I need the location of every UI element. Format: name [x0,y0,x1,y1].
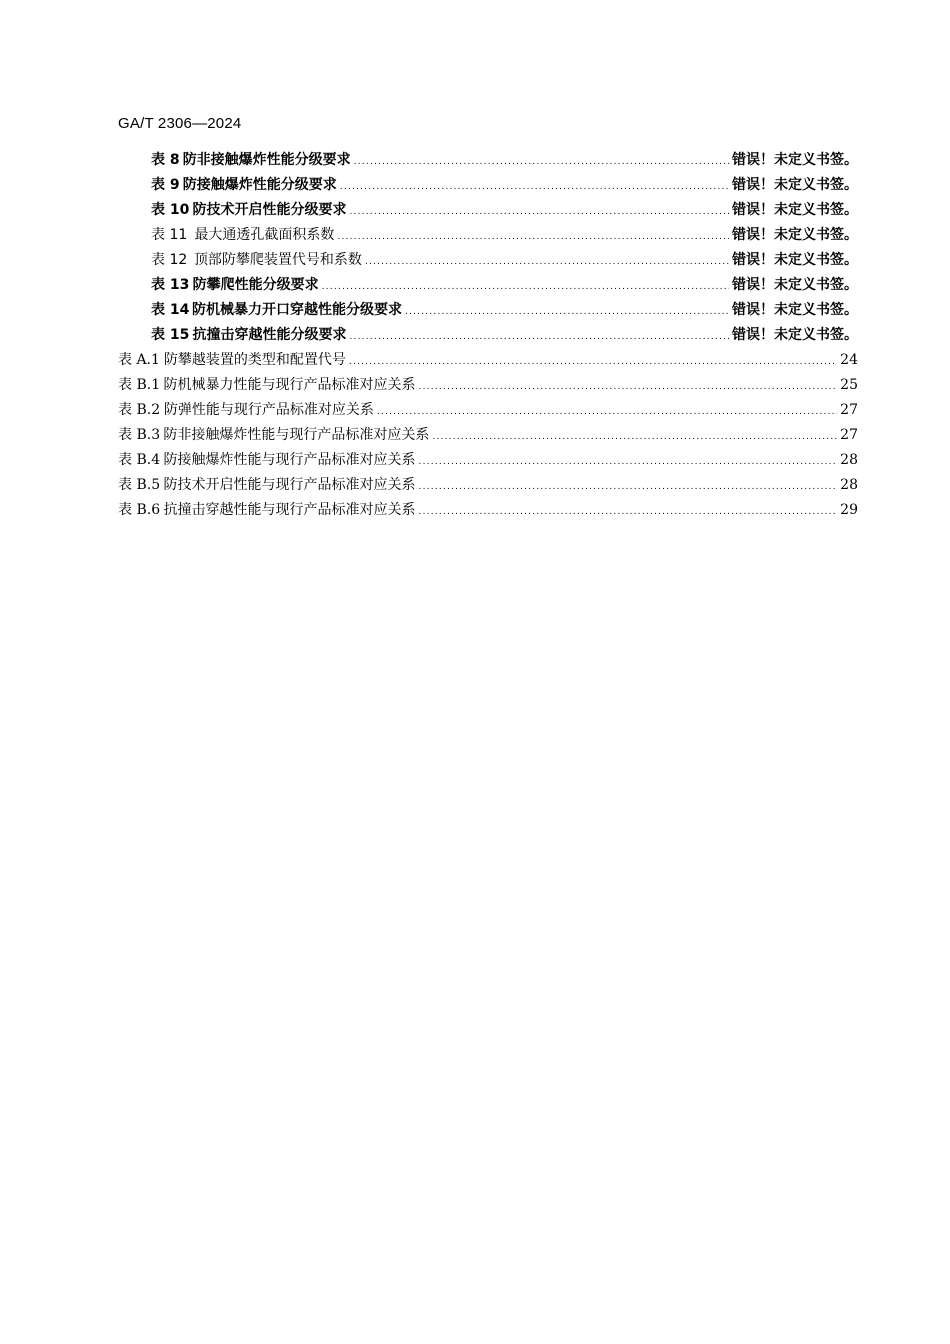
toc-leader-dots [349,200,729,225]
toc-entry-label: 表 B.4 [118,452,161,468]
standard-code-header: GA/T 2306—2024 [118,115,242,132]
toc-entry-title: 抗撞击穿越性能分级要求 [192,327,347,343]
toc-leader-dots [349,325,729,350]
toc-leader-dots [432,425,837,450]
toc-entry-label: 表 A.1 [118,352,160,368]
toc-entry-label: 表 10 [151,202,190,218]
toc-entry-label: 表 15 [151,327,190,343]
toc-entry-page: 27 [840,427,858,443]
toc-entry-label: 表 9 [151,177,180,193]
toc-entry-label: 表 11 [151,227,188,243]
toc-entry-page: 29 [840,502,858,518]
toc-entry-title: 最大通透孔截面积系数 [194,227,335,243]
toc-entry-label: 表 B.1 [118,377,161,393]
toc-entry-table-15[interactable] [151,323,858,348]
toc-entry-title: 防非接触爆炸性能分级要求 [182,152,351,168]
toc-entry-page: 27 [840,402,858,418]
toc-entry-table-b6[interactable] [118,498,858,523]
toc-entry-table-8[interactable] [151,148,858,173]
toc-leader-dots [322,275,729,300]
toc-entry-table-9[interactable] [151,173,858,198]
toc-entry-label: 表 B.3 [118,427,161,443]
toc-entry-label: 表 12 [151,252,188,268]
toc-entry-label: 表 B.5 [118,477,161,493]
toc-entry-page: 错误！未定义书签。 [732,227,858,243]
toc-entry-table-b2[interactable] [118,398,858,423]
toc-entry-page: 25 [840,377,858,393]
toc-entry-title: 防机械暴力性能与现行产品标准对应关系 [163,377,416,393]
toc-leader-dots [354,150,729,175]
toc-leader-dots [337,225,729,250]
toc-entry-label: 表 B.6 [118,502,161,518]
toc-entry-page: 错误！未定义书签。 [732,252,858,268]
toc-leader-dots [419,375,838,400]
toc-leader-dots [419,500,838,525]
toc-entry-label: 表 13 [151,277,190,293]
toc-entry-label: 表 14 [151,302,190,318]
toc-entry-title: 防机械暴力开口穿越性能分级要求 [192,302,402,318]
toc-entry-table-10[interactable] [151,198,858,223]
toc-entry-title: 防非接触爆炸性能与现行产品标准对应关系 [163,427,430,443]
toc-entry-title: 顶部防攀爬装置代号和系数 [193,252,362,268]
toc-entry-page: 错误！未定义书签。 [732,202,858,218]
toc-entry-table-14[interactable] [151,298,858,323]
toc-entry-page: 错误！未定义书签。 [732,302,858,318]
toc-leader-dots [405,300,729,325]
toc-entry-table-b3[interactable] [118,423,858,448]
toc-leader-dots [377,400,837,425]
toc-entry-page: 错误！未定义书签。 [732,277,858,293]
toc-entry-table-a1[interactable] [118,348,858,373]
toc-entry-label: 表 8 [151,152,180,168]
toc-leader-dots [365,250,729,275]
toc-entry-page: 24 [840,352,858,368]
toc-entry-table-b1[interactable] [118,373,858,398]
toc-entry-label: 表 B.2 [118,402,161,418]
toc-leader-dots [340,175,729,200]
toc-entry-page: 错误！未定义书签。 [732,177,858,193]
toc-entry-page: 错误！未定义书签。 [732,152,858,168]
toc-entry-page: 28 [840,477,858,493]
toc-entry-page: 28 [840,452,858,468]
toc-entry-title: 防接触爆炸性能与现行产品标准对应关系 [163,452,416,468]
toc-entry-title: 抗撞击穿越性能与现行产品标准对应关系 [163,502,416,518]
toc-entry-title: 防技术开启性能分级要求 [192,202,347,218]
toc-entry-title: 防弹性能与现行产品标准对应关系 [163,402,374,418]
toc-leader-dots [419,450,838,475]
toc-entry-title: 防攀越装置的类型和配置代号 [163,352,346,368]
toc-entry-title: 防接触爆炸性能分级要求 [182,177,337,193]
toc-entry-page: 错误！未定义书签。 [732,327,858,343]
toc-entry-table-11[interactable] [151,223,858,248]
toc-entry-title: 防攀爬性能分级要求 [192,277,319,293]
toc-entry-title: 防技术开启性能与现行产品标准对应关系 [163,477,416,493]
toc-leader-dots [419,475,838,500]
toc-entry-table-12[interactable] [151,248,858,273]
toc-entry-table-b4[interactable] [118,448,858,473]
toc-entry-table-13[interactable] [151,273,858,298]
toc-entry-table-b5[interactable] [118,473,858,498]
toc-leader-dots [349,350,837,375]
